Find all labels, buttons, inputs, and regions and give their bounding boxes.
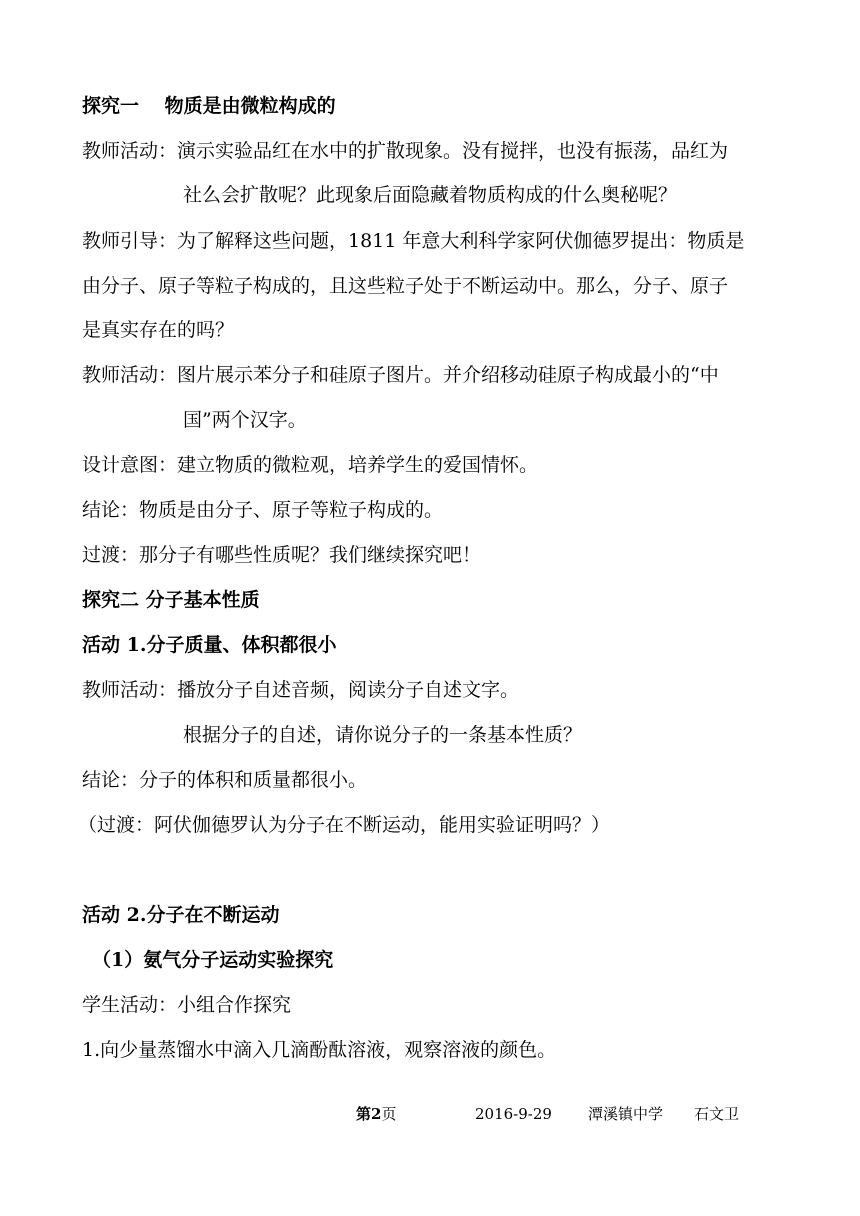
paragraph-teacher-activity-2b: 国”两个汉字。: [183, 409, 307, 431]
paragraph-step-1: 1.向少量蒸馏水中滴入几滴酚酞溶液，观察溶液的颜色。: [82, 1039, 557, 1061]
paragraph-activity-1-question: 根据分子的自述，请你说分子的一条基本性质？: [183, 724, 583, 746]
paragraph-conclusion-2: 结论：分子的体积和质量都很小。: [82, 769, 368, 791]
paragraph-student-activity: 学生活动：小组合作探究: [82, 994, 292, 1016]
paragraph-teacher-guide-b: 由分子、原子等粒子构成的，且这些粒子处于不断运动中。那么，分子、原子: [82, 275, 729, 297]
footer-page-number: [356, 1104, 396, 1124]
footer-page-suffix: 页: [381, 1105, 397, 1123]
footer-page-prefix: 第: [356, 1105, 372, 1123]
paragraph-teacher-guide-a: 教师引导：为了解释这些问题，1811 年意大利科学家阿伏伽德罗提出：物质是: [82, 230, 745, 252]
paragraph-activity-1-teacher: 教师活动：播放分子自述音频，阅读分子自述文字。: [82, 679, 520, 701]
activity-1-heading: 活动 1.分子质量、体积都很小: [82, 634, 337, 656]
paragraph-design-intent: 设计意图：建立物质的微粒观，培养学生的爱国情怀。: [82, 454, 539, 476]
paragraph-teacher-activity-2a: 教师活动：图片展示苯分子和硅原子图片。并介绍移动硅原子构成最小的“中: [82, 364, 719, 386]
footer-page-num: 2: [371, 1105, 382, 1123]
paragraph-teacher-guide-c: 是真实存在的吗？: [82, 319, 235, 341]
paragraph-transition-2: （过渡：阿伏伽德罗认为分子在不断运动，能用实验证明吗？）: [78, 814, 611, 836]
paragraph-teacher-activity-1b: 社么会扩散呢？此现象后面隐藏着物质构成的什么奥秘呢？: [183, 184, 678, 206]
footer-author: 石文卫: [694, 1105, 740, 1123]
paragraph-conclusion-1: 结论：物质是由分子、原子等粒子构成的。: [82, 499, 444, 521]
footer-date: 2016-9-29: [475, 1105, 552, 1123]
section-2-heading: 探究二 分子基本性质: [82, 589, 260, 611]
paragraph-teacher-activity-1a: 教师活动：演示实验品红在水中的扩散现象。没有搅拌，也没有振荡，品红为: [82, 140, 729, 162]
section-1-heading: 探究一 物质是由微粒构成的: [82, 95, 336, 117]
footer-school: 潭溪镇中学: [588, 1105, 664, 1123]
activity-2-subheading: （1）氨气分子运动实验探究: [92, 949, 334, 971]
paragraph-transition-1: 过渡：那分子有哪些性质呢？我们继续探究吧！: [82, 544, 482, 566]
activity-2-heading: 活动 2.分子在不断运动: [82, 904, 280, 926]
